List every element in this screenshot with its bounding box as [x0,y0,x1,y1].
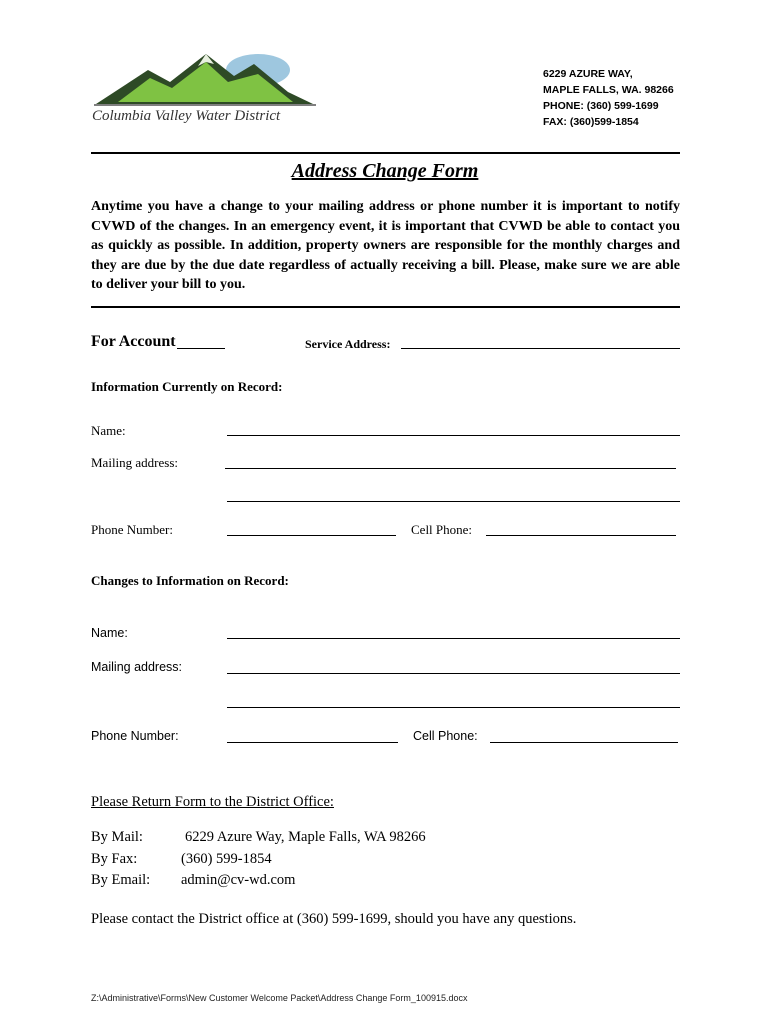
current-mailing-label: Mailing address: [91,455,179,470]
service-address-field[interactable] [401,348,680,349]
phone-line: PHONE: (360) 599-1699 [543,100,659,112]
header-divider [91,152,680,154]
new-phone-label: Phone Number: [91,729,179,743]
logo-text: Columbia Valley Water District [92,108,281,124]
intro-divider [91,306,680,308]
contact-note: Please contact the District office at (360) 599-1699, should you have any questions. [91,911,577,927]
fax-label: By Fax: [91,851,138,867]
current-phone-field[interactable] [227,535,396,536]
new-cell-field[interactable] [490,742,678,743]
account-number-field[interactable] [177,348,225,349]
email-label: By Email: [91,872,151,888]
account-label: For Account [91,333,176,350]
current-cell-field[interactable] [486,535,676,536]
district-logo [88,48,328,133]
intro-paragraph: Anytime you have a change to your mailing address or phone number it is important to notify CVWD of the changes. In an emergency event, it is important that CVWD be able to contact you as quickly as possible. In addition, property owners are responsible for the monthly charges and they are due by the due date regardless of actually receiving a bill. Please, make sure we are able to deliver your bill to you. [91,199,680,292]
current-name-field[interactable] [227,435,680,436]
district-address-block [543,66,674,130]
new-phone-field[interactable] [227,742,398,743]
new-mailing-field-1[interactable] [227,673,680,674]
current-info-heading: Information Currently on Record: [91,379,283,394]
current-phone-label: Phone Number: [91,522,173,537]
changes-heading: Changes to Information on Record: [91,573,289,588]
new-name-label: Name: [91,626,128,640]
email-value: admin@cv-wd.com [181,872,296,888]
form-title: Address Change Form [291,160,479,182]
address-line-1: 6229 AZURE WAY, [543,68,633,80]
new-mailing-label: Mailing address: [91,660,183,674]
footer-file-path: Z:\Administrative\Forms\New Customer Welcome Packet\Address Change Form_100915.docx [91,993,468,1003]
mail-label: By Mail: [91,829,143,845]
new-mailing-field-2[interactable] [227,707,680,708]
current-mailing-field-2[interactable] [227,501,680,502]
new-name-field[interactable] [227,638,680,639]
fax-line: FAX: (360)599-1854 [543,116,639,128]
current-name-label: Name: [91,423,126,438]
address-line-2: MAPLE FALLS, WA. 98266 [543,84,674,96]
new-cell-label: Cell Phone: [413,729,478,743]
mail-value: 6229 Azure Way, Maple Falls, WA 98266 [185,829,426,845]
service-address-label: Service Address: [305,337,391,351]
current-cell-label: Cell Phone: [411,522,473,537]
current-mailing-field-1[interactable] [225,468,676,469]
fax-value: (360) 599-1854 [181,851,272,867]
return-heading: Please Return Form to the District Office: [91,794,334,810]
